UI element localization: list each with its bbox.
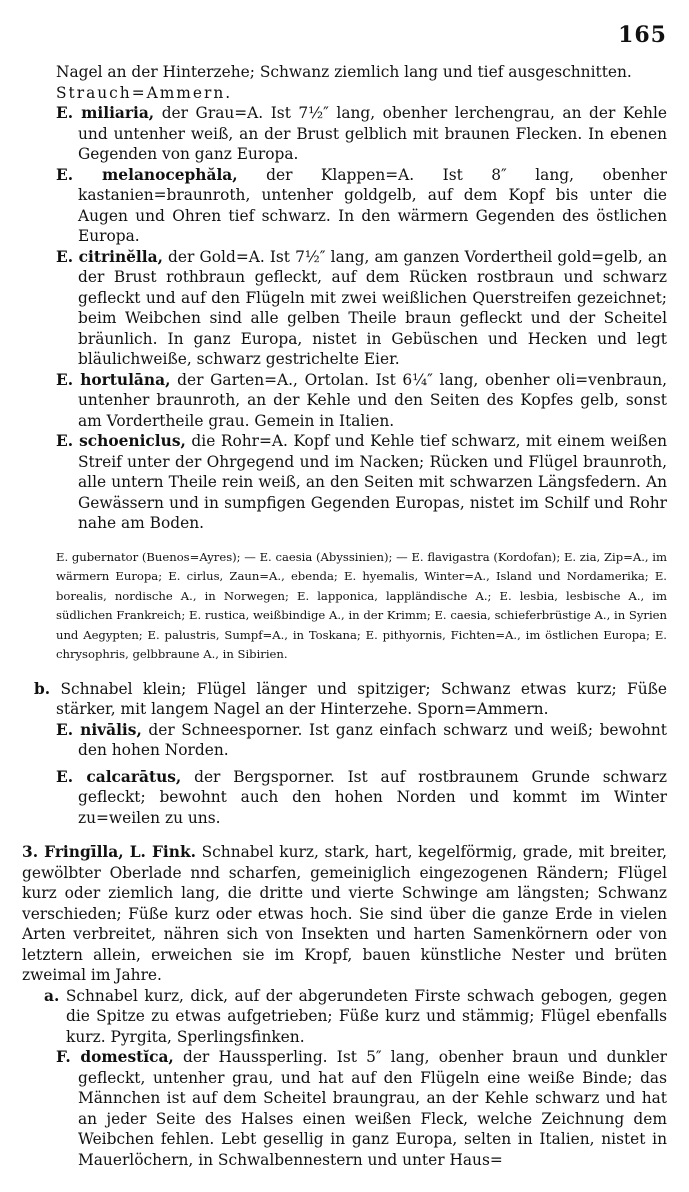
entry-text: Schnabel kurz, stark, hart, kegelförmig, grade, mit breiter, gewölbter Oberlade nnd scharfen, gemeiniglich eingezogenen Rändern; Flügel kurz oder ziemlich lang, die dritte und vierte Schwinge am längsten; Schwanz verschieden; Füße kurz oder etwas hoch. Sie sind über die ganze Erde in vielen Arten verbreitet, nähren sich von Insekten und harten Samenkörnern oder von letztern allein, erweichen sie im Kropf, bauen künstliche Nester und brüten zweimal im Jahre.: [22, 843, 668, 984]
entry-text: Nagel an der Hinterzehe; Schwanz ziemlich lang und tief ausgeschnitten.: [56, 63, 632, 81]
entry-lead: 3. Fringīlla, L. Fink.: [22, 843, 196, 861]
entry-text: der Grau=A. Ist 7½″ lang, obenher lerchengrau, an der Kehle und untenher weiß, an der Brust gelblich mit braunen Flecken. In ebenen Gegenden von ganz Europa.: [78, 104, 667, 163]
entry-text: Schnabel kurz, dick, auf der abgerundeten Firste schwach gebogen, gegen die Spitze zu etwas aufgetrieben; Füße kurz und stämmig; Flügel ebenfalls kurz. Pyrgita, Sperlingsfinken.: [59, 986, 667, 1046]
text-block: [56, 431, 667, 534]
text-block: [56, 1047, 667, 1170]
entry-lead: E. miliaria,: [56, 104, 155, 122]
entry-text: die Rohr=A. Kopf und Kehle tief schwarz, mit einem weißen Streif unter der Ohrgegend und im Nacken; Rücken und Flügel braunroth, alle untern Theile rein weiß, an den Seiten mit schwarzen Längsfedern. An Gewässern und in sumpfigen Gegenden Europas, nistet im Schilf und Rohr nahe am Boden.: [78, 432, 667, 532]
page-body: [22, 62, 668, 1170]
text-block: [56, 103, 667, 165]
entry-lead: F. domestĭca,: [56, 1048, 174, 1066]
entry-text: der Schneesporner. Ist ganz einfach schwarz und weiß; bewohnt den hohen Norden.: [78, 720, 667, 759]
text-block: [56, 548, 667, 665]
entry-lead: E. citrinĕlla,: [56, 247, 163, 266]
text-block: [44, 986, 667, 1048]
entry-text: E. gubernator (Buenos=Ayres); — E. caesia (Abyssinien); — E. flavigastra (Kordofan); E. zia, Zip=A., im wärmern Europa; E. cirlus, Zaun=A., ebenda; E. hyemalis, Winter=A., Island und Nordamerika; E. borealis, nordische A., in Norwegen; E. lapponica, lappländische A.; E. lesbia, lesbische A., im südlichen Frankreich; E. rustica, weißbindige A., in der Krimm; E. caesia, schieferbrüstige A., in Syrien und Aegypten; E. palustris, Sumpf=A., in Toskana; E. pithyornis, Fichten=A., im östlichen Europa; E. chrysophris, gelbbraune A., in Sibirien.: [56, 549, 667, 661]
entry-lead: a.: [44, 986, 60, 1005]
entry-text: der Haussperling. Ist 5″ lang, obenher braun und dunkler gefleckt, untenher grau, und hat auf den Flügeln eine weiße Binde; das Männchen ist auf dem Scheitel braungrau, an der Kehle schwarz und hat an jeder Seite des Halses einen weißen Fleck, welche Zeichnung dem Weibchen fehlen. Lebt gesellig in ganz Europa, selten in Italien, nistet in Mauerlöchern, in Schwalbennestern und unter Haus=: [78, 1048, 667, 1169]
entry-lead: E. hortulāna,: [56, 370, 171, 389]
text-block: [56, 370, 667, 432]
entry-text: der Klappen=A. Ist 8″ lang, obenher kastanien=braunroth, untenher goldgelb, auf dem Kopf bis unter die Augen und Ohren tief schwarz. In den wärmern Gegenden des östlichen Europa.: [78, 165, 668, 245]
text-block: [34, 679, 667, 720]
text-block: [56, 767, 667, 829]
entry-lead: E. melanocephăla,: [56, 165, 238, 184]
entry-text: der Garten=A., Ortolan. Ist 6¼″ lang, obenher oli=venbraun, untenher braunroth, an der Kehle und den Seiten des Kopfes gelb, sonst am Vordertheile grau. Gemein in Italien.: [78, 370, 667, 430]
entry-lead: b.: [34, 679, 51, 698]
text-block: [56, 62, 667, 83]
entry-lead: E. calcarātus,: [56, 767, 182, 786]
text-block: [56, 83, 667, 104]
text-block: [56, 165, 667, 247]
text-block: [22, 842, 667, 986]
text-block: [56, 247, 667, 370]
entry-text: Strauch=Ammern.: [56, 83, 233, 102]
entry-lead: E. nivālis,: [56, 720, 142, 739]
entry-text: der Bergsporner. Ist auf rostbraunem Grunde schwarz gefleckt; bewohnt auch den hohen Norden und kommt im Winter zu=weilen zu uns.: [78, 767, 668, 827]
entry-text: Schnabel klein; Flügel länger und spitziger; Schwanz etwas kurz; Füße stärker, mit langem Nagel an der Hinterzehe. Sporn=Ammern.: [50, 679, 667, 718]
entry-lead: E. schoeniclus,: [56, 432, 186, 450]
entry-text: der Gold=A. Ist 7½″ lang, am ganzen Vordertheil gold=gelb, an der Brust rothbraun gefleckt, auf dem Rücken rostbraun und schwarz gefleckt und auf den Flügeln mit zwei weißlichen Querstreifen gezeichnet; beim Weibchen sind alle gelben Theile braun gefleckt und der Scheitel bräunlich. In ganz Europa, nistet in Gebüschen und Hecken und legt bläulichweiße, schwarz gestrichelte Eier.: [78, 247, 667, 368]
page-number: 165: [618, 22, 667, 48]
text-block: [56, 720, 667, 761]
